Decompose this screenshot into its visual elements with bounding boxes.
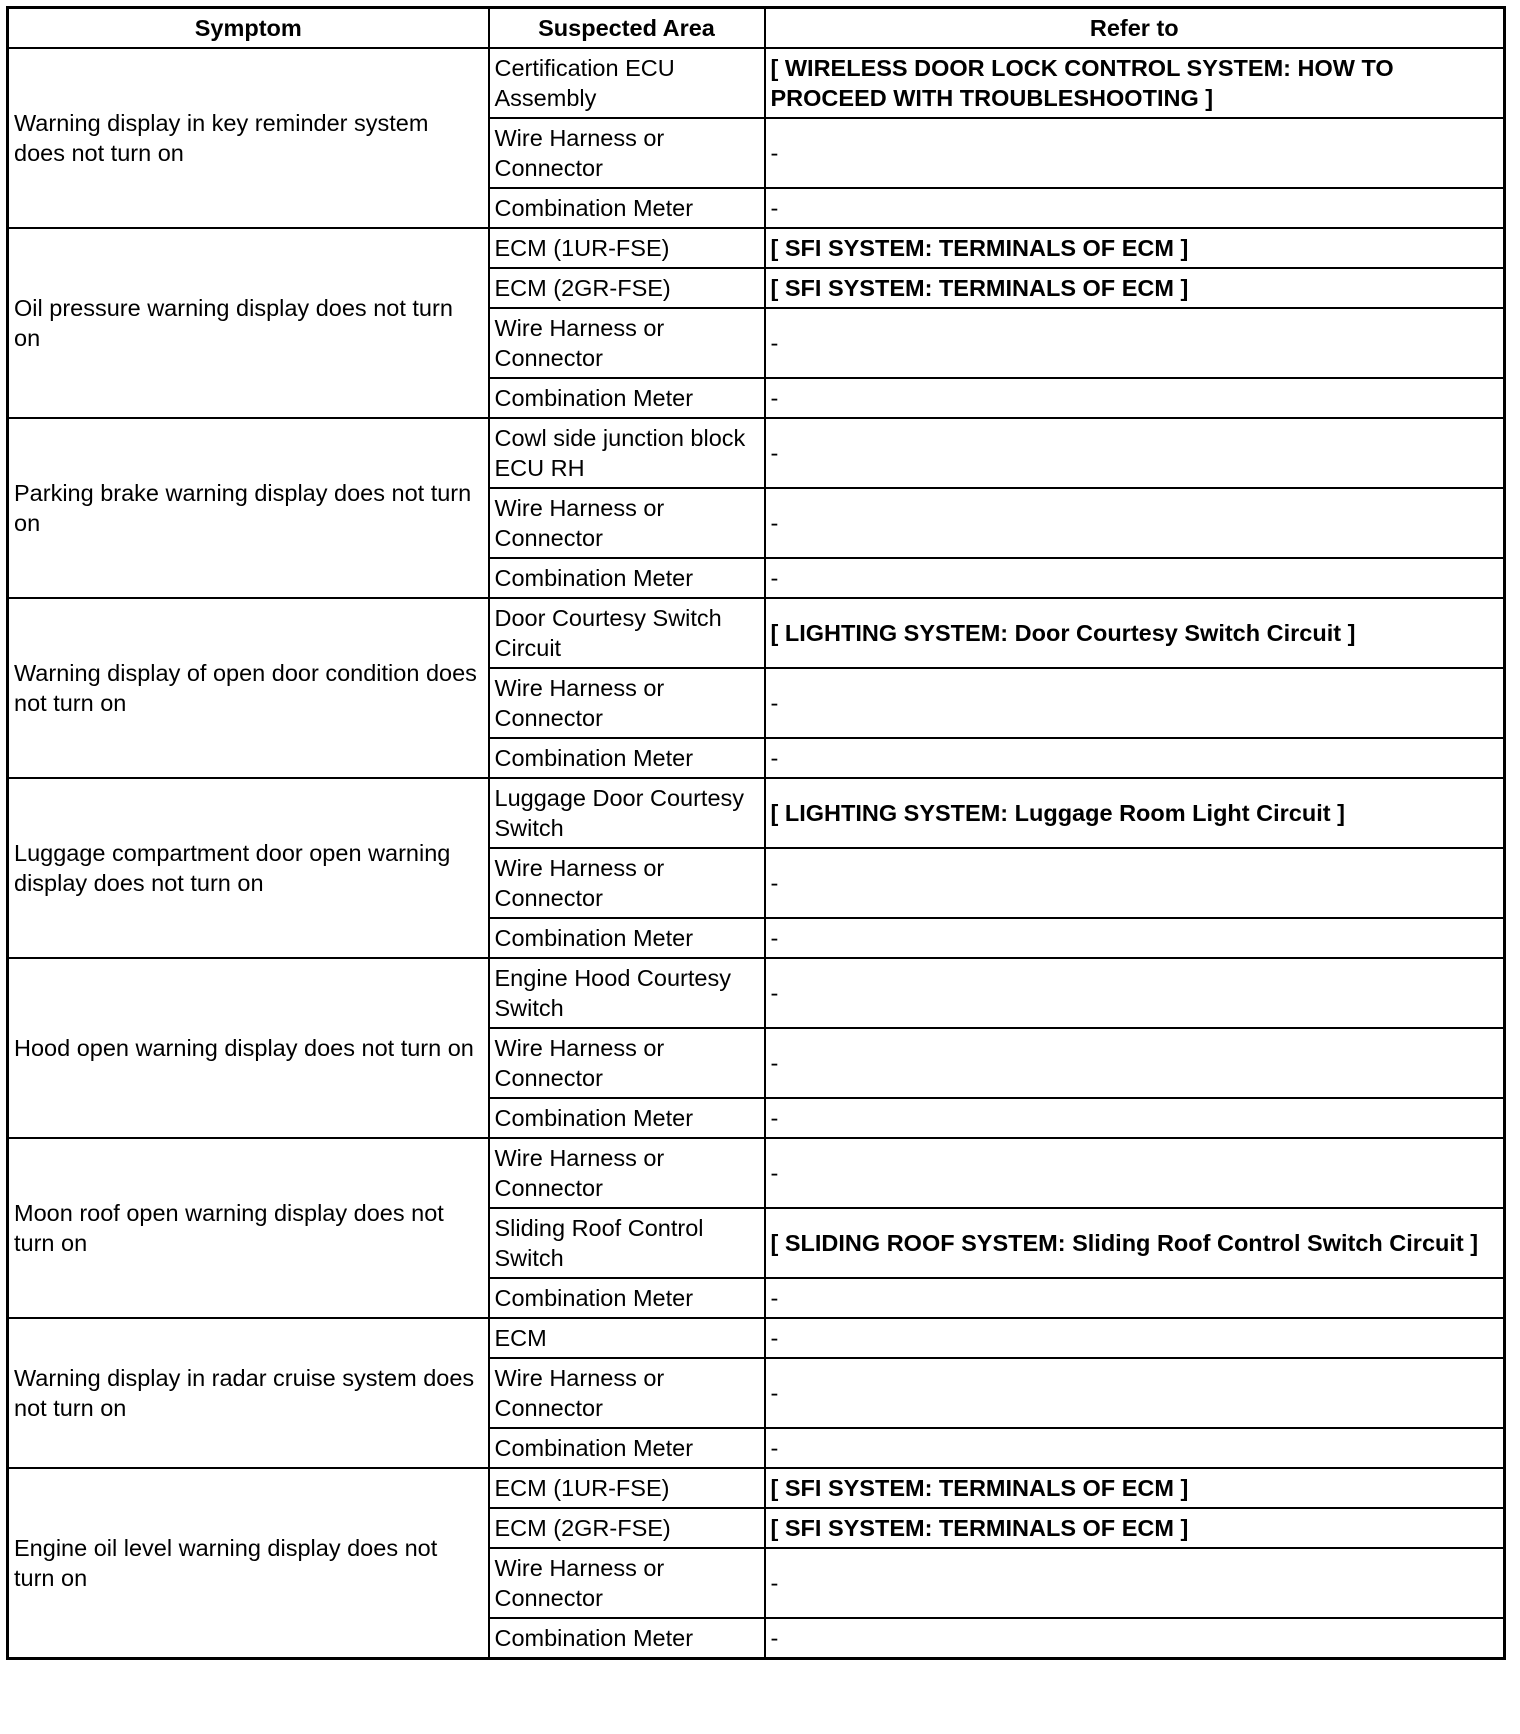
troubleshooting-table <box>6 6 1506 1660</box>
suspected-area-cell: Wire Harness or Connector <box>489 118 765 188</box>
suspected-area-cell: Combination Meter <box>489 378 765 418</box>
symptom-cell: Warning display in radar cruise system does not turn on <box>8 1318 489 1468</box>
table-row <box>8 418 1505 488</box>
suspected-area-cell: Cowl side junction block ECU RH <box>489 418 765 488</box>
refer-to-cell: - <box>765 378 1505 418</box>
suspected-area-cell: Wire Harness or Connector <box>489 1138 765 1208</box>
suspected-area-cell: ECM (1UR-FSE) <box>489 1468 765 1508</box>
refer-to-cell: - <box>765 188 1505 228</box>
refer-to-cell: - <box>765 1358 1505 1428</box>
refer-to-link[interactable]: [ SLIDING ROOF SYSTEM: Sliding Roof Control Switch Circuit ] <box>765 1208 1505 1278</box>
refer-to-cell: - <box>765 418 1505 488</box>
symptom-cell: Moon roof open warning display does not turn on <box>8 1138 489 1318</box>
table-row <box>8 1318 1505 1358</box>
suspected-area-cell: Combination Meter <box>489 1278 765 1318</box>
suspected-area-cell: Combination Meter <box>489 1098 765 1138</box>
refer-to-link[interactable]: [ SFI SYSTEM: TERMINALS OF ECM ] <box>765 1508 1505 1548</box>
column-header-suspected-area: Suspected Area <box>489 8 765 49</box>
refer-to-cell: - <box>765 668 1505 738</box>
suspected-area-cell: Wire Harness or Connector <box>489 848 765 918</box>
symptom-cell: Parking brake warning display does not turn on <box>8 418 489 598</box>
suspected-area-cell: Wire Harness or Connector <box>489 488 765 558</box>
table-body <box>8 48 1505 1659</box>
table-row <box>8 778 1505 848</box>
table-row <box>8 48 1505 118</box>
suspected-area-cell: Certification ECU Assembly <box>489 48 765 118</box>
suspected-area-cell: ECM <box>489 1318 765 1358</box>
table-row <box>8 958 1505 1028</box>
suspected-area-cell: Wire Harness or Connector <box>489 1548 765 1618</box>
suspected-area-cell: Combination Meter <box>489 738 765 778</box>
symptom-cell: Luggage compartment door open warning display does not turn on <box>8 778 489 958</box>
refer-to-cell: - <box>765 1138 1505 1208</box>
suspected-area-cell: Wire Harness or Connector <box>489 1358 765 1428</box>
header-row <box>8 8 1505 49</box>
refer-to-cell: - <box>765 488 1505 558</box>
symptom-cell: Hood open warning display does not turn on <box>8 958 489 1138</box>
table-header <box>8 8 1505 49</box>
suspected-area-cell: Door Courtesy Switch Circuit <box>489 598 765 668</box>
suspected-area-cell: Combination Meter <box>489 918 765 958</box>
symptom-cell: Warning display of open door condition does not turn on <box>8 598 489 778</box>
refer-to-cell: - <box>765 1618 1505 1659</box>
refer-to-cell: - <box>765 1098 1505 1138</box>
suspected-area-cell: Engine Hood Courtesy Switch <box>489 958 765 1028</box>
symptom-cell: Warning display in key reminder system does not turn on <box>8 48 489 228</box>
suspected-area-cell: Wire Harness or Connector <box>489 668 765 738</box>
refer-to-cell: - <box>765 848 1505 918</box>
refer-to-link[interactable]: [ WIRELESS DOOR LOCK CONTROL SYSTEM: HOW TO PROCEED WITH TROUBLESHOOTING ] <box>765 48 1505 118</box>
suspected-area-cell: Luggage Door Courtesy Switch <box>489 778 765 848</box>
table-row <box>8 1138 1505 1208</box>
refer-to-cell: - <box>765 1548 1505 1618</box>
refer-to-cell: - <box>765 118 1505 188</box>
column-header-refer-to: Refer to <box>765 8 1505 49</box>
suspected-area-cell: Wire Harness or Connector <box>489 1028 765 1098</box>
suspected-area-cell: Combination Meter <box>489 1428 765 1468</box>
refer-to-cell: - <box>765 1318 1505 1358</box>
page <box>6 6 1506 1660</box>
symptom-cell: Engine oil level warning display does not turn on <box>8 1468 489 1659</box>
refer-to-link[interactable]: [ SFI SYSTEM: TERMINALS OF ECM ] <box>765 1468 1505 1508</box>
suspected-area-cell: Sliding Roof Control Switch <box>489 1208 765 1278</box>
refer-to-cell: - <box>765 558 1505 598</box>
symptom-cell: Oil pressure warning display does not turn on <box>8 228 489 418</box>
refer-to-link[interactable]: [ LIGHTING SYSTEM: Door Courtesy Switch Circuit ] <box>765 598 1505 668</box>
refer-to-link[interactable]: [ LIGHTING SYSTEM: Luggage Room Light Circuit ] <box>765 778 1505 848</box>
refer-to-cell: - <box>765 308 1505 378</box>
refer-to-link[interactable]: [ SFI SYSTEM: TERMINALS OF ECM ] <box>765 228 1505 268</box>
refer-to-cell: - <box>765 958 1505 1028</box>
suspected-area-cell: Combination Meter <box>489 188 765 228</box>
refer-to-cell: - <box>765 1028 1505 1098</box>
suspected-area-cell: ECM (2GR-FSE) <box>489 268 765 308</box>
refer-to-link[interactable]: [ SFI SYSTEM: TERMINALS OF ECM ] <box>765 268 1505 308</box>
suspected-area-cell: ECM (2GR-FSE) <box>489 1508 765 1548</box>
refer-to-cell: - <box>765 918 1505 958</box>
column-header-symptom: Symptom <box>8 8 489 49</box>
table-row <box>8 598 1505 668</box>
suspected-area-cell: Combination Meter <box>489 1618 765 1659</box>
suspected-area-cell: ECM (1UR-FSE) <box>489 228 765 268</box>
suspected-area-cell: Combination Meter <box>489 558 765 598</box>
table-row <box>8 1468 1505 1508</box>
suspected-area-cell: Wire Harness or Connector <box>489 308 765 378</box>
refer-to-cell: - <box>765 1428 1505 1468</box>
refer-to-cell: - <box>765 738 1505 778</box>
table-row <box>8 228 1505 268</box>
refer-to-cell: - <box>765 1278 1505 1318</box>
